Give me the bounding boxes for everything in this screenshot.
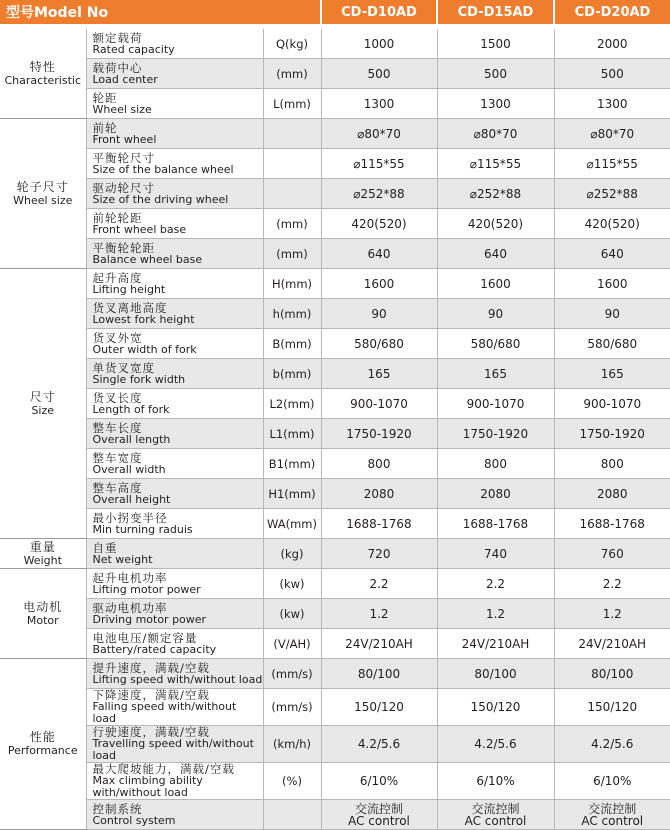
spec-row — [0, 726, 670, 763]
unit-cell: (%) — [263, 763, 321, 800]
value-cell — [554, 800, 670, 830]
parameter-name-en: Size of the balance wheel — [93, 164, 263, 176]
model-column-header: CD-D20AD — [554, 0, 670, 24]
parameter-name-cn: 整车宽度 — [93, 452, 263, 464]
value-cell: 1750-1920 — [321, 419, 437, 449]
parameter-name — [86, 359, 263, 389]
group-label — [0, 539, 86, 569]
value-cell: 2.2 — [554, 569, 670, 599]
unit-cell: H(mm) — [263, 269, 321, 299]
value-cell: ⌀80*70 — [437, 119, 554, 149]
unit-cell: B(mm) — [263, 329, 321, 359]
unit-cell: L2(mm) — [263, 389, 321, 419]
value-cn: 交流控制 — [438, 803, 554, 815]
group-label — [0, 659, 86, 830]
value-cell: 2000 — [554, 29, 670, 59]
spec-row — [0, 329, 670, 359]
value-cell: 165 — [554, 359, 670, 389]
group-label-en: Performance — [0, 744, 86, 757]
group-label — [0, 119, 86, 269]
parameter-name-cn: 控制系统 — [93, 803, 263, 815]
unit-cell: (mm/s) — [263, 689, 321, 726]
parameter-name-en: Min turning raduis — [93, 524, 263, 536]
value-cell: 500 — [437, 59, 554, 89]
group-label — [0, 269, 86, 539]
value-cell: 580/680 — [321, 329, 437, 359]
value-cell: 80/100 — [437, 659, 554, 689]
unit-cell: h(mm) — [263, 299, 321, 329]
value-en: AC control — [438, 815, 554, 827]
value-cell: 1.2 — [321, 599, 437, 629]
value-cell: 900-1070 — [554, 389, 670, 419]
value-cell: 2.2 — [321, 569, 437, 599]
parameter-name-en: Load center — [93, 74, 263, 86]
value-cell: 165 — [321, 359, 437, 389]
unit-cell: L1(mm) — [263, 419, 321, 449]
parameter-name — [86, 419, 263, 449]
parameter-name-cn: 单货叉宽度 — [93, 362, 263, 374]
parameter-name-cn: 前轮轮距 — [93, 212, 263, 224]
group-label-en: Wheel size — [0, 194, 86, 207]
value-cn: 交流控制 — [555, 803, 670, 815]
unit-cell: Q(kg) — [263, 29, 321, 59]
value-cell: 720 — [321, 539, 437, 569]
unit-cell: (mm) — [263, 209, 321, 239]
value-cell: 6/10% — [554, 763, 670, 800]
parameter-name-en: Lifting speed with/without load — [93, 674, 263, 686]
value-cell: 420(520) — [554, 209, 670, 239]
value-cell: 580/680 — [554, 329, 670, 359]
value-cell: 500 — [321, 59, 437, 89]
value-cell — [437, 800, 554, 830]
value-cell: 900-1070 — [321, 389, 437, 419]
spec-row — [0, 209, 670, 239]
unit-cell: L(mm) — [263, 89, 321, 119]
group-label — [0, 569, 86, 659]
value-cell: 1.2 — [437, 599, 554, 629]
unit-cell: b(mm) — [263, 359, 321, 389]
value-cell: 24V/210AH — [321, 629, 437, 659]
value-cell: 1.2 — [554, 599, 670, 629]
value-cell: 4.2/5.6 — [437, 726, 554, 763]
parameter-name — [86, 599, 263, 629]
parameter-name — [86, 209, 263, 239]
parameter-name-cn: 驱动电机功率 — [93, 602, 263, 614]
spec-row — [0, 269, 670, 299]
value-cell: 4.2/5.6 — [321, 726, 437, 763]
value-cell: ⌀80*70 — [321, 119, 437, 149]
spec-row — [0, 239, 670, 269]
parameter-name-en: Single fork width — [93, 374, 263, 386]
spec-row — [0, 179, 670, 209]
parameter-name-en: Battery/rated capacity — [93, 644, 263, 656]
value-cell: 6/10% — [437, 763, 554, 800]
value-cell: ⌀80*70 — [554, 119, 670, 149]
spec-row — [0, 509, 670, 539]
value-cell: 640 — [321, 239, 437, 269]
value-cell: ⌀252*88 — [321, 179, 437, 209]
parameter-name-en: Outer width of fork — [93, 344, 263, 356]
value-cell: 640 — [554, 239, 670, 269]
parameter-name — [86, 59, 263, 89]
parameter-name-cn: 载荷中心 — [93, 62, 263, 74]
value-cell: 165 — [437, 359, 554, 389]
model-column-header: CD-D10AD — [321, 0, 437, 24]
unit-cell: B1(mm) — [263, 449, 321, 479]
value-cell: 1600 — [554, 269, 670, 299]
parameter-name-en: Lifting height — [93, 284, 263, 296]
parameter-name — [86, 179, 263, 209]
parameter-name — [86, 299, 263, 329]
parameter-name-en: Overall height — [93, 494, 263, 506]
value-cell: 2080 — [437, 479, 554, 509]
group-label-cn: 重量 — [0, 541, 86, 554]
parameter-name-en: Net weight — [93, 554, 263, 566]
value-cell: 760 — [554, 539, 670, 569]
parameter-name-cn: 轮距 — [93, 92, 263, 104]
spec-row — [0, 599, 670, 629]
value-cell: 24V/210AH — [437, 629, 554, 659]
parameter-name — [86, 239, 263, 269]
parameter-name-en: Balance wheel base — [93, 254, 263, 266]
spec-row — [0, 119, 670, 149]
value-cell: 420(520) — [321, 209, 437, 239]
unit-cell — [263, 179, 321, 209]
parameter-name — [86, 269, 263, 299]
group-label-cn: 电动机 — [0, 601, 86, 614]
unit-cell — [263, 149, 321, 179]
parameter-name — [86, 659, 263, 689]
parameter-name-cn: 最大爬坡能力，满载/空载 — [93, 763, 263, 775]
parameter-name — [86, 329, 263, 359]
parameter-name-cn: 平衡轮轮距 — [93, 242, 263, 254]
value-cell: ⌀252*88 — [554, 179, 670, 209]
parameter-name — [86, 89, 263, 119]
parameter-name — [86, 763, 263, 800]
parameter-name-en: Max climbing ability with/without load — [93, 775, 263, 799]
value-cell: 24V/210AH — [554, 629, 670, 659]
parameter-name-cn: 整车高度 — [93, 482, 263, 494]
model-no-label: 型号Model No — [0, 0, 321, 24]
parameter-name — [86, 569, 263, 599]
unit-cell: H1(mm) — [263, 479, 321, 509]
value-cell: ⌀252*88 — [437, 179, 554, 209]
value-cell: 90 — [437, 299, 554, 329]
value-cell: 1688-1768 — [437, 509, 554, 539]
value-cell: 1300 — [321, 89, 437, 119]
value-cell: 1300 — [554, 89, 670, 119]
parameter-name-cn: 额定载荷 — [93, 32, 263, 44]
parameter-name — [86, 119, 263, 149]
unit-cell: (km/h) — [263, 726, 321, 763]
group-label-cn: 特性 — [0, 61, 86, 74]
spec-row — [0, 629, 670, 659]
parameter-name-cn: 整车长度 — [93, 422, 263, 434]
value-en: AC control — [322, 815, 437, 827]
value-cell: 1688-1768 — [554, 509, 670, 539]
value-cell: 1300 — [437, 89, 554, 119]
spec-row — [0, 59, 670, 89]
parameter-name-en: Driving motor power — [93, 614, 263, 626]
value-cell: 800 — [321, 449, 437, 479]
value-cell: 150/120 — [321, 689, 437, 726]
spec-row — [0, 763, 670, 800]
parameter-name — [86, 539, 263, 569]
unit-cell: (mm) — [263, 239, 321, 269]
parameter-name — [86, 29, 263, 59]
spec-row — [0, 479, 670, 509]
unit-cell: (mm/s) — [263, 659, 321, 689]
group-label-cn: 尺寸 — [0, 391, 86, 404]
value-cn: 交流控制 — [322, 803, 437, 815]
value-cell: 1750-1920 — [437, 419, 554, 449]
parameter-name-en: Length of fork — [93, 404, 263, 416]
parameter-name-en: Size of the driving wheel — [93, 194, 263, 206]
group-label-cn: 轮子尺寸 — [0, 181, 86, 194]
group-label-en: Size — [0, 404, 86, 417]
value-cell: 900-1070 — [437, 389, 554, 419]
parameter-name-cn: 行驶速度，满载/空载 — [93, 726, 263, 738]
value-cell: 420(520) — [437, 209, 554, 239]
group-label-en: Weight — [0, 554, 86, 567]
spec-row — [0, 689, 670, 726]
value-cell — [321, 800, 437, 830]
parameter-name-cn: 下降速度，满载/空载 — [93, 689, 263, 701]
value-cell: 150/120 — [437, 689, 554, 726]
value-cell: 1600 — [321, 269, 437, 299]
group-label — [0, 29, 86, 119]
parameter-name — [86, 800, 263, 830]
parameter-name-en: Wheel size — [93, 104, 263, 116]
unit-cell: WA(mm) — [263, 509, 321, 539]
unit-cell: (kw) — [263, 569, 321, 599]
parameter-name-en: Control system — [93, 815, 263, 827]
parameter-name — [86, 726, 263, 763]
value-cell: 580/680 — [437, 329, 554, 359]
parameter-name-cn: 货叉离地高度 — [93, 302, 263, 314]
spec-row — [0, 89, 670, 119]
spec-row — [0, 299, 670, 329]
value-cell: 800 — [554, 449, 670, 479]
value-cell: 1750-1920 — [554, 419, 670, 449]
parameter-name — [86, 479, 263, 509]
parameter-name — [86, 509, 263, 539]
spec-row — [0, 449, 670, 479]
spec-row — [0, 29, 670, 59]
value-cell: 500 — [554, 59, 670, 89]
value-cell: ⌀115*55 — [321, 149, 437, 179]
parameter-name-en: Front wheel — [93, 134, 263, 146]
unit-cell: (kw) — [263, 599, 321, 629]
value-en: AC control — [555, 815, 670, 827]
spec-row — [0, 419, 670, 449]
value-cell: 800 — [437, 449, 554, 479]
spec-row — [0, 569, 670, 599]
spec-body — [0, 29, 670, 830]
parameter-name — [86, 449, 263, 479]
parameter-name — [86, 689, 263, 726]
spec-row — [0, 149, 670, 179]
value-cell: 740 — [437, 539, 554, 569]
parameter-name-cn: 货叉外宽 — [93, 332, 263, 344]
value-cell: 2080 — [321, 479, 437, 509]
unit-cell: (kg) — [263, 539, 321, 569]
parameter-name-en: Travelling speed with/without load — [93, 738, 263, 762]
group-label-en: Motor — [0, 614, 86, 627]
value-cell: 1688-1768 — [321, 509, 437, 539]
spec-row — [0, 389, 670, 419]
value-cell: 640 — [437, 239, 554, 269]
spec-row — [0, 359, 670, 389]
header-row — [0, 0, 670, 24]
value-cell: 1500 — [437, 29, 554, 59]
value-cell: 1600 — [437, 269, 554, 299]
unit-cell — [263, 119, 321, 149]
value-cell: 2.2 — [437, 569, 554, 599]
spec-row — [0, 800, 670, 830]
parameter-name-cn: 前轮 — [93, 122, 263, 134]
value-cell: 150/120 — [554, 689, 670, 726]
value-cell: ⌀115*55 — [554, 149, 670, 179]
value-cell: 90 — [554, 299, 670, 329]
parameter-name — [86, 629, 263, 659]
value-cell: 90 — [321, 299, 437, 329]
unit-cell — [263, 800, 321, 830]
spec-row — [0, 539, 670, 569]
value-cell: 80/100 — [321, 659, 437, 689]
parameter-name-cn: 起升高度 — [93, 272, 263, 284]
parameter-name-cn: 货叉长度 — [93, 392, 263, 404]
parameter-name-en: Front wheel base — [93, 224, 263, 236]
parameter-name-en: Lifting motor power — [93, 584, 263, 596]
parameter-name-cn: 平衡轮尺寸 — [93, 152, 263, 164]
value-cell: 80/100 — [554, 659, 670, 689]
value-cell: ⌀115*55 — [437, 149, 554, 179]
unit-cell: (mm) — [263, 59, 321, 89]
parameter-name — [86, 389, 263, 419]
parameter-name-cn: 最小拐变半径 — [93, 512, 263, 524]
parameter-name-cn: 提升速度，满载/空载 — [93, 662, 263, 674]
spec-row — [0, 659, 670, 689]
model-column-header: CD-D15AD — [437, 0, 554, 24]
value-cell: 1000 — [321, 29, 437, 59]
parameter-name-en: Falling speed with/without load — [93, 701, 263, 725]
value-cell: 2080 — [554, 479, 670, 509]
group-label-cn: 性能 — [0, 731, 86, 744]
parameter-name-en: Lowest fork height — [93, 314, 263, 326]
parameter-name-cn: 电池电压/额定容量 — [93, 632, 263, 644]
parameter-name-en: Overall width — [93, 464, 263, 476]
group-label-en: Characteristic — [0, 74, 86, 87]
value-cell: 4.2/5.6 — [554, 726, 670, 763]
unit-cell: (V/AH) — [263, 629, 321, 659]
parameter-name — [86, 149, 263, 179]
parameter-name-cn: 自重 — [93, 542, 263, 554]
parameter-name-cn: 起升电机功率 — [93, 572, 263, 584]
parameter-name-cn: 驱动轮尺寸 — [93, 182, 263, 194]
parameter-name-en: Overall length — [93, 434, 263, 446]
parameter-name-en: Rated capacity — [93, 44, 263, 56]
value-cell: 6/10% — [321, 763, 437, 800]
